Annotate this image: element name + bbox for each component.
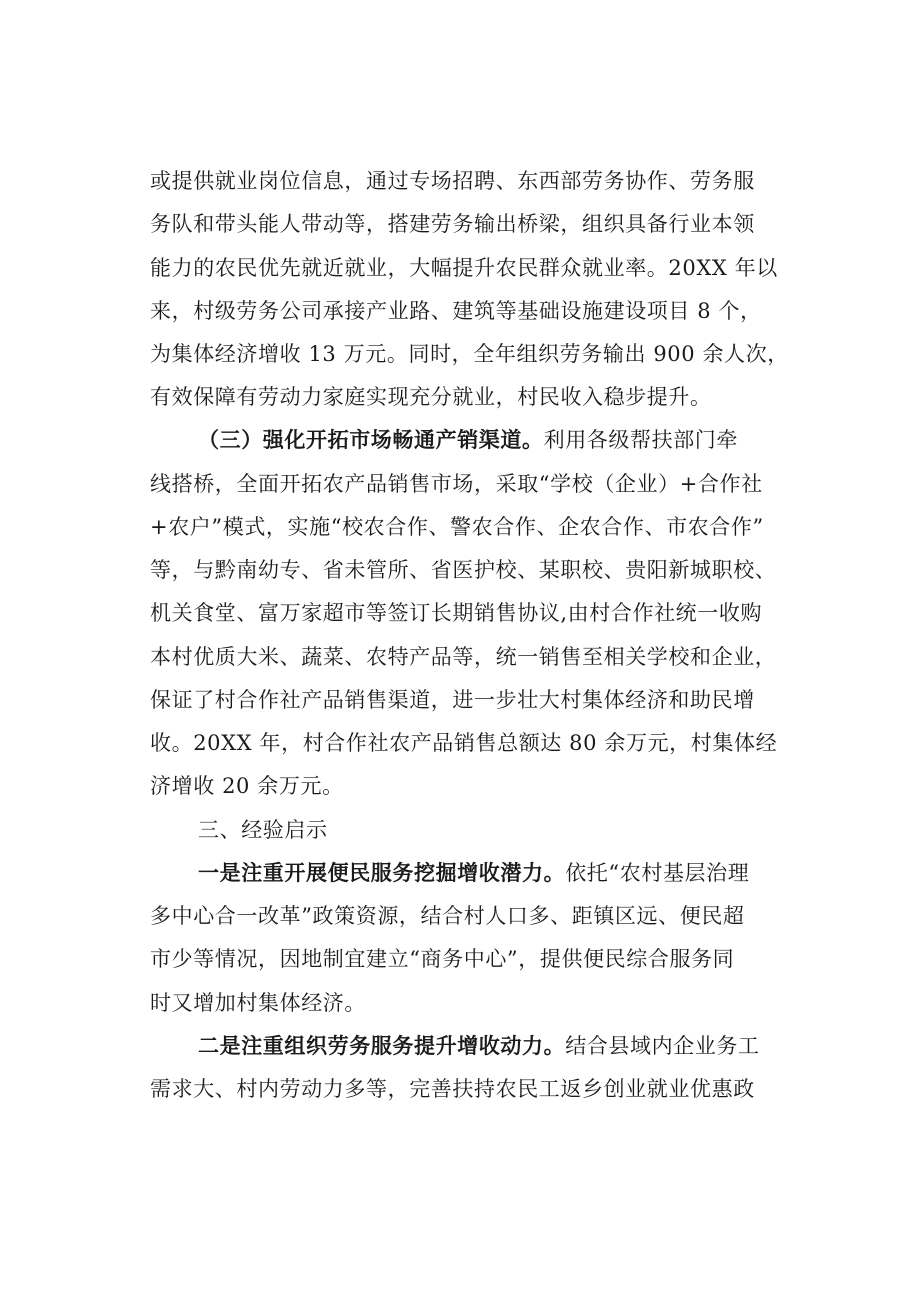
paragraph-2-line-4: 等，与黔南幼专、省未管所、省医护校、某职校、贵阳新城职校、 (150, 558, 777, 582)
paragraph-1-line-3: 能力的农民优先就近就业，大幅提升农民群众就业率。20XX 年以 (150, 256, 778, 280)
paragraph-4-line-1 (198, 1028, 810, 1064)
paragraph-1-line-1: 或提供就业岗位信息，通过专场招聘、东西部劳务协作、劳务服 (150, 169, 755, 193)
paragraph-2-line-2: 线搭桥，全面开拓农产品销售市场，采取“学校（企业）+合作社 (150, 472, 763, 496)
section-heading: 三、经验启示 (198, 818, 328, 842)
paragraph-1-line-4: 来，村级劳务公司承接产业路、建筑等基础设施建设项目 8 个， (150, 299, 762, 323)
paragraph-2-line-1 (198, 422, 810, 458)
paragraph-2-line-5: 机关食堂、富万家超市等签订长期销售协议,由村合作社统一收购 (150, 601, 763, 625)
paragraph-3-line-1 (198, 855, 810, 891)
paragraph-3-line-3: 市少等情况，因地制宜建立“商务中心”，提供便民综合服务同 (150, 947, 735, 971)
paragraph-4-first-line-text: 结合县域内企业务工 (565, 1034, 760, 1058)
paragraph-4-heading: 二是注重组织劳务服务提升增收动力。 (198, 1033, 566, 1058)
paragraph-2-line-8: 收。20XX 年，村合作社农产品销售总额达 80 余万元，村集体经 (150, 731, 778, 755)
paragraph-2-line-3: +农户”模式，实施“校农合作、警农合作、企农合作、市农合作” (150, 515, 764, 539)
paragraph-3-line-4: 时又增加村集体经济。 (150, 991, 366, 1015)
paragraph-3-heading: 一是注重开展便民服务挖掘增收潜力。 (198, 860, 566, 885)
paragraph-2-line-7: 保证了村合作社产品销售渠道，进一步壮大村集体经济和助民增 (150, 688, 755, 712)
paragraph-1-line-6: 有效保障有劳动力家庭实现充分就业，村民收入稳步提升。 (150, 385, 712, 409)
paragraph-3-line-2: 多中心合一改革”政策资源，结合村人口多、距镇区远、便民超 (150, 904, 745, 928)
paragraph-2-first-line-text: 利用各级帮扶部门牵 (543, 428, 739, 452)
paragraph-4-line-2: 需求大、村内劳动力多等，完善扶持农民工返乡创业就业优惠政 (150, 1077, 755, 1101)
paragraph-2-heading: （三）强化开拓市场畅通产销渠道。 (198, 427, 544, 452)
paragraph-2-line-6: 本村优质大米、蔬菜、农特产品等，统一销售至相关学校和企业， (150, 645, 777, 669)
paragraph-2-line-9: 济增收 20 余万元。 (150, 774, 344, 798)
paragraph-3-first-line-text: 依托“农村基层治理 (565, 861, 750, 885)
paragraph-1-line-5: 为集体经济增收 13 万元。同时，全年组织劳务输出 900 余人次， (150, 342, 789, 366)
paragraph-1-line-2: 务队和带头能人带动等，搭建劳务输出桥梁，组织具备行业本领 (150, 212, 755, 236)
